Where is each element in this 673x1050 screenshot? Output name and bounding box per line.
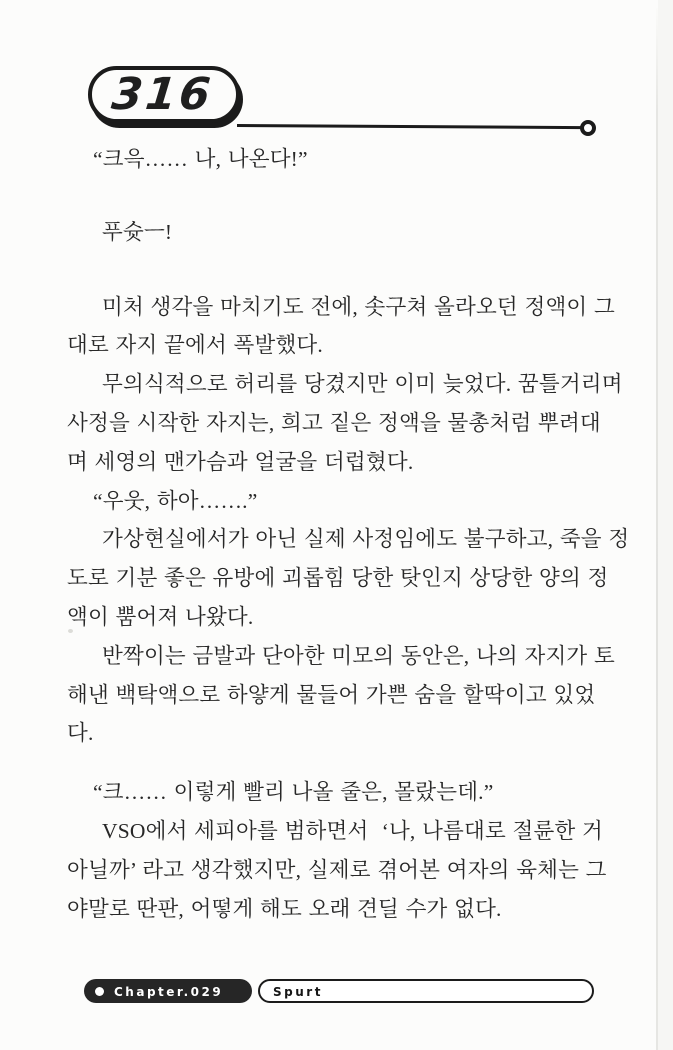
footer-chapter-pill (84, 979, 252, 1003)
text-line: 도로 기분 좋은 유방에 괴롭힘 당한 탓인지 상당한 양의 정 (67, 566, 609, 591)
text-line: 사정을 시작한 자지는, 희고 짙은 정액을 물총처럼 뿌려대 (67, 410, 601, 435)
text-line: 야말로 딴판, 어떻게 해도 오래 견딜 수가 없다. (67, 896, 502, 921)
text-line: VSO에서 세피아를 범하면서 ‘나, 나름대로 절륜한 거 (102, 818, 603, 843)
text-line: 무의식적으로 허리를 당겼지만 이미 늦었다. 꿈틀거리며 (102, 372, 623, 397)
text-line: 해낸 백탁액으로 하얗게 물들어 가쁜 숨을 할딱이고 있었 (67, 682, 596, 707)
footer-title-pill (258, 979, 594, 1003)
footer-title-label: Spurt (273, 984, 323, 999)
header-rule (237, 124, 583, 129)
text-line: 액이 뿜어져 나왔다. (67, 604, 254, 629)
scan-edge-shade (658, 0, 673, 1050)
body-text (67, 140, 630, 928)
line-gap (67, 753, 609, 773)
page-number-badge (88, 66, 240, 123)
text-line: 아닐까’ 라고 생각했지만, 실제로 겪어본 여자의 육체는 그 (67, 857, 607, 882)
text-line: “우웃, 하아…….” (93, 488, 258, 513)
text-line: 반짝이는 금발과 단아한 미모의 동안은, 나의 자지가 토 (102, 643, 615, 668)
text-line: 대로 자지 끝에서 폭발했다. (67, 333, 323, 358)
footer-chapter-label: Chapter.029 (114, 984, 224, 999)
text-line: 푸슛ㅡ! (102, 219, 173, 244)
text-line: “크…… 이렇게 빨리 나올 줄은, 몰랐는데.” (93, 780, 494, 805)
scan-edge-line (656, 8, 658, 1050)
text-line: “크윽…… 나, 나온다!” (93, 147, 308, 171)
line-gap (67, 179, 609, 213)
text-line: 며 세영의 맨가슴과 얼굴을 더럽혔다. (67, 449, 414, 474)
text-line: 미처 생각을 마치기도 전에, 솟구쳐 올라오던 정액이 그 (102, 294, 615, 319)
header-rule-end-ring-icon (580, 120, 596, 136)
chapter-bullet-dot-icon (95, 987, 104, 996)
text-line: 다. (67, 721, 94, 746)
page-number: 316 (108, 69, 216, 120)
line-gap (67, 252, 609, 288)
text-line: 가상현실에서가 아닌 실제 사정임에도 불구하고, 죽을 정 (102, 527, 630, 552)
